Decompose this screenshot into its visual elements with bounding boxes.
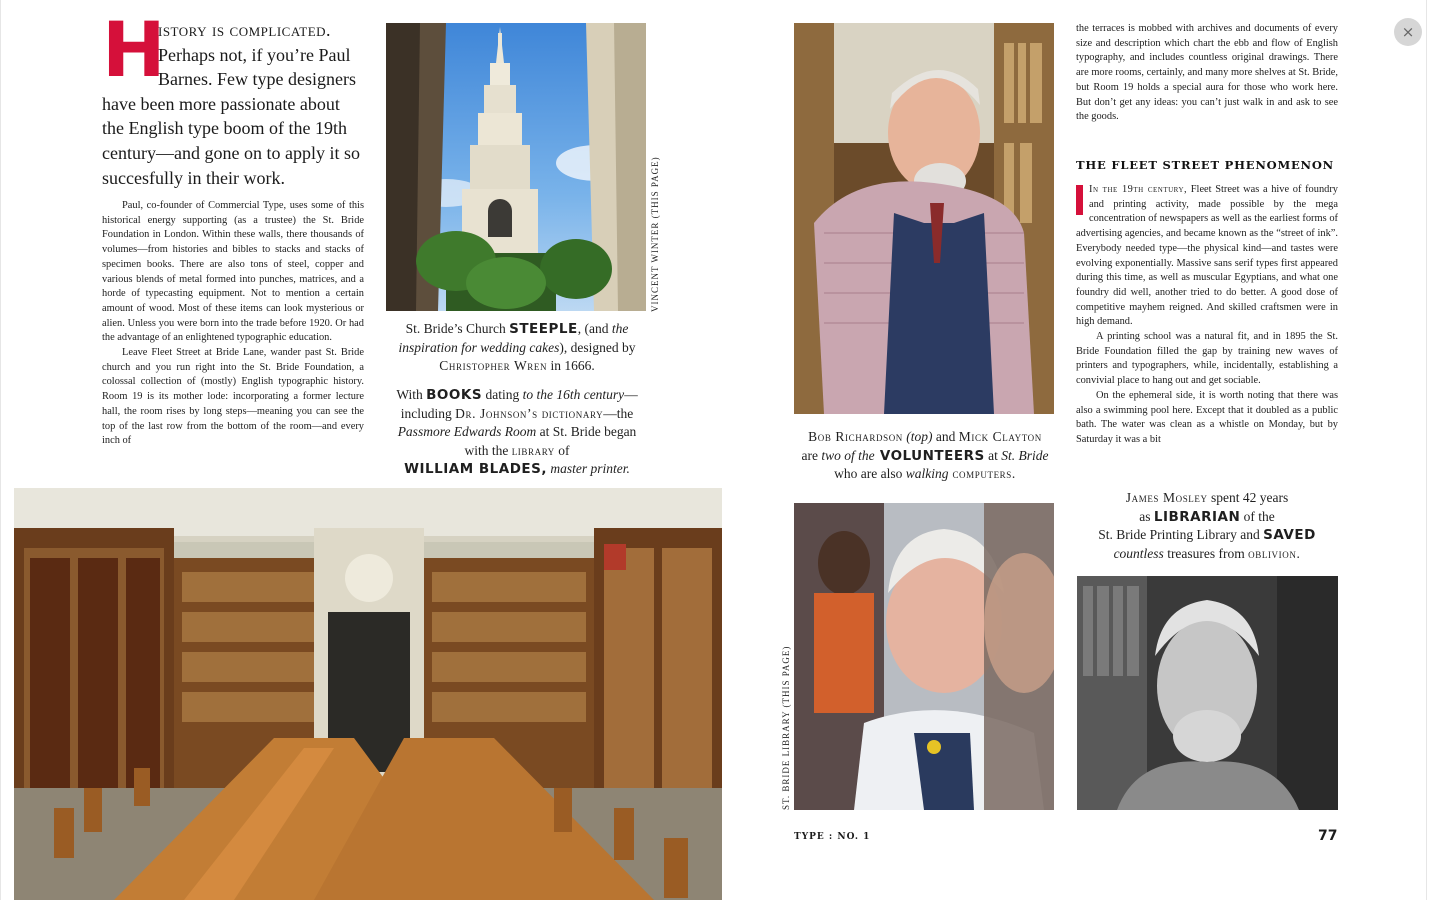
caption-italic: (top) bbox=[902, 429, 933, 444]
caption-smallcaps: Christopher Wren bbox=[439, 358, 548, 373]
caption-smallcaps: oblivion. bbox=[1248, 545, 1301, 561]
caption-text: of bbox=[554, 442, 570, 458]
caption-text: , (and bbox=[577, 321, 612, 336]
bob-richardson-photo bbox=[794, 23, 1054, 414]
caption-italic: to the 16th century bbox=[522, 387, 625, 402]
james-mosley-photo bbox=[1077, 576, 1338, 810]
caption-text: —including bbox=[400, 387, 638, 421]
caption-italic: Passmore Edwards Room bbox=[397, 424, 537, 439]
paragraph: Leave Fleet Street at Bride Lane, wander past St. Bride church and you run right into the St. Bride Foundation, a colossal collection of (mostly) English typographic history. Room 19 is its mother lode: incorporating a former lecture hall, the room rises by long steps—meaning you can see the top of the last row from the bottom of the room—and every inch of bbox=[102, 347, 364, 447]
caption-smallcaps: Bob Richardson bbox=[808, 429, 903, 444]
caption-text: St. Bride Printing Library and bbox=[1098, 527, 1264, 542]
dropcap-letter: H bbox=[102, 5, 164, 94]
caption-smallcaps: James Mosley bbox=[1125, 490, 1208, 505]
caption-text: spent 42 years bbox=[1207, 490, 1289, 505]
caption-italic: walking bbox=[905, 466, 949, 481]
intro-text: Perhaps not, if you’re Paul Barnes. Few type designers have been more passionate about the English type boom of the 19th century—and gone on to apply it so succesfully in their work. bbox=[102, 44, 360, 188]
paragraph: A printing school was a natural fit, and in 1895 the St. Bride Foundation filled the gap by training new waves of printers and typographers, while, incidentally, establishing a convivial place to hang out and get sociable. bbox=[1076, 331, 1338, 387]
caption-smallcaps: Dr. Johnson’s dictionary bbox=[455, 405, 604, 421]
caption-italic: master printer. bbox=[546, 461, 630, 476]
caption-text: and bbox=[932, 429, 959, 444]
paragraph: On the ephemeral side, it is worth noting that there was also a swimming pool here. Except that it doubled as a public bath. The water was clean as a whistle on Monday, but by Saturday it was a bit bbox=[1076, 389, 1338, 445]
paragraph: the terraces is mobbed with archives and documents of every size and description which chart the ebb and flow of English typography, and includes countless original drawings. There are more rooms, certainly, and many more shelves at St. Bride, but Room 19 holds a special aura for those who work here. But don’t get any ideas: you can’t just walk in and ask to see the goods. bbox=[1076, 23, 1338, 123]
caption-italic: countless bbox=[1113, 545, 1164, 561]
caption-bold: LIBRARIAN bbox=[1153, 508, 1241, 525]
caption-text: in 1666. bbox=[547, 358, 595, 373]
caption-smallcaps: Mick Clayton bbox=[958, 429, 1042, 444]
caption-smallcaps: computers. bbox=[948, 466, 1016, 481]
caption-text: With bbox=[396, 387, 427, 402]
magazine-footer-label: TYPE : NO. 1 bbox=[794, 832, 871, 842]
caption-italic: the inspiration for wedding cakes bbox=[398, 321, 629, 355]
right-article-column-top bbox=[1076, 22, 1338, 125]
right-article-column bbox=[1076, 183, 1338, 448]
church-steeple-photo bbox=[386, 23, 646, 311]
caption-bold: SAVED bbox=[1263, 527, 1316, 543]
caption-text: of the bbox=[1240, 508, 1275, 524]
caption-text: are bbox=[801, 447, 822, 463]
photo-credit-left: VINCENT WINTER (THIS PAGE) bbox=[650, 156, 660, 312]
mick-clayton-photo bbox=[794, 503, 1054, 810]
caption-text: —the bbox=[603, 405, 634, 421]
library-room-photo bbox=[14, 488, 722, 900]
mosley-caption bbox=[1076, 489, 1338, 563]
left-article-column bbox=[102, 199, 364, 449]
caption-bold: WILLIAM BLADES, bbox=[404, 461, 547, 477]
paragraph: Fleet Street was a hive of foundry and printing activity, made possible by the mega concentration of newspapers as well as the earliest forms of advertising agencies, and became known as the “street of ink”. Everybody needed type—the physical kind—and tastes were evolving exponentially. Massive sans serif types first appeared during this time, as well as muscular Egyptians, and what one foundry did well, another tried to do better. A good dose of competitive mayhem reigned. And skilled craftsmen were in high demand. bbox=[1076, 184, 1338, 328]
intro-deck bbox=[102, 5, 364, 190]
caption-text: dating bbox=[482, 387, 523, 402]
close-button[interactable] bbox=[1394, 18, 1422, 46]
caption-italic: two of the bbox=[821, 447, 875, 463]
caption-text: who are also bbox=[834, 466, 906, 481]
caption-text: treasures from bbox=[1163, 545, 1249, 561]
caption-text: ), designed by bbox=[559, 339, 636, 355]
steeple-caption bbox=[386, 320, 648, 376]
close-icon: × bbox=[1401, 23, 1415, 41]
section-heading: THE FLEET STREET PHENOMENON bbox=[1076, 158, 1334, 172]
dropcap-bar bbox=[1076, 185, 1083, 215]
caption-smallcaps: library bbox=[511, 442, 555, 458]
page-gutter bbox=[732, 0, 762, 900]
section-lead-caps: In the 19th century, bbox=[1089, 184, 1188, 195]
caption-text: at bbox=[984, 447, 1002, 463]
caption-text: as bbox=[1139, 508, 1154, 524]
caption-italic: St. Bride bbox=[1001, 447, 1049, 463]
books-caption bbox=[386, 386, 648, 479]
caption-bold: STEEPLE bbox=[509, 321, 578, 337]
volunteers-caption bbox=[794, 428, 1056, 484]
intro-lead-caps: istory is complicated. bbox=[158, 20, 332, 40]
page-number: 77 bbox=[1318, 828, 1338, 844]
caption-bold: BOOKS bbox=[426, 387, 483, 403]
caption-text: at St. Bride began with the bbox=[464, 424, 637, 458]
caption-bold: VOLUNTEERS bbox=[874, 447, 985, 464]
caption-text: St. Bride’s Church bbox=[405, 321, 510, 336]
photo-credit-right: ST. BRIDE LIBRARY (THIS PAGE) bbox=[781, 645, 791, 810]
paragraph: Paul, co-founder of Commercial Type, uses some of this historical energy supporting (as a trustee) the St. Bride Foundation in London. Within these walls, there thousands of volumes—from histories and bibles to stacks and stacks of specimen books. There are also tons of steel, copper and various blends of metal formed into punches, matrices, and a horde of typecasting equipment. Not to mention a certain amount of wood. Most of these items can look mysterious or alien. Unless you were born into the trade before 1920. Or had the advantage of an enlightened typographic education. bbox=[102, 200, 364, 344]
